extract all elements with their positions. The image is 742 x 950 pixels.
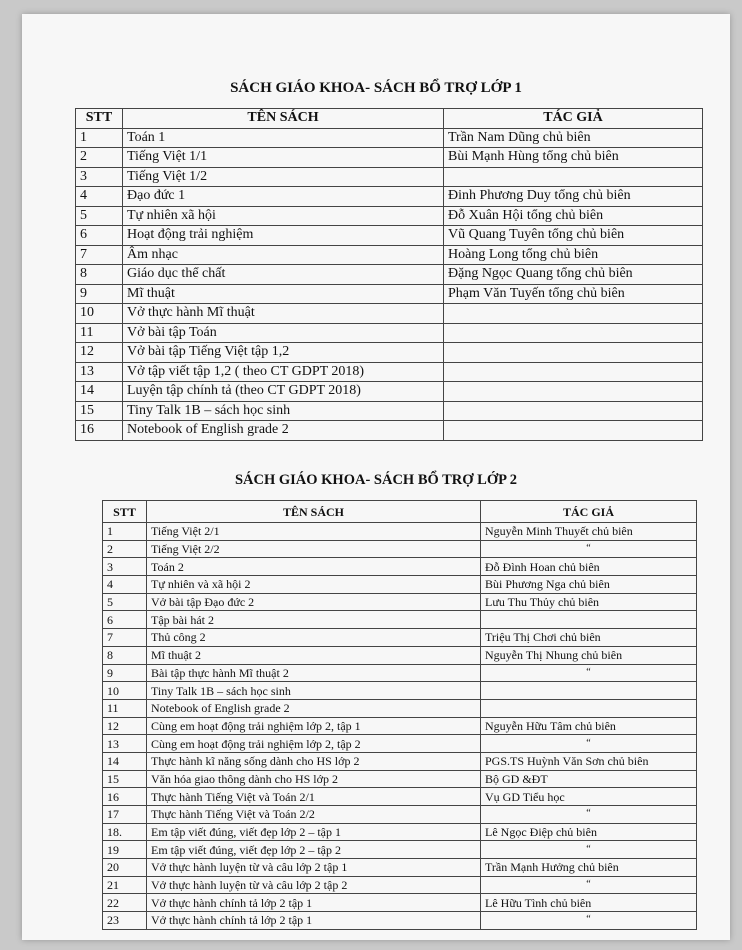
cell-book-name: Em tập viết đúng, viết đẹp lớp 2 – tập 2 [147, 841, 481, 859]
cell-book-name: Toán 1 [123, 128, 444, 148]
table-row [103, 770, 697, 788]
cell-stt: 9 [103, 664, 147, 682]
column-header-name: TÊN SÁCH [147, 501, 481, 523]
cell-book-name: Vở bài tập Tiếng Việt tập 1,2 [123, 343, 444, 363]
cell-stt: 1 [76, 128, 123, 148]
cell-stt: 12 [103, 717, 147, 735]
table-row [103, 611, 697, 629]
cell-stt: 14 [103, 752, 147, 770]
cell-stt: 12 [76, 343, 123, 363]
cell-book-name: Vở bài tập Đạo đức 2 [147, 593, 481, 611]
cell-book-name: Vở thực hành chính tả lớp 2 tập 1 [147, 894, 481, 912]
column-header-author: TÁC GIẢ [481, 501, 697, 523]
cell-book-name: Toán 2 [147, 558, 481, 576]
table-row [76, 382, 703, 402]
table-row [103, 540, 697, 558]
cell-author [444, 323, 703, 343]
table-row [76, 187, 703, 207]
table-row [103, 593, 697, 611]
cell-stt: 11 [76, 323, 123, 343]
table-row [103, 806, 697, 824]
cell-stt: 15 [103, 770, 147, 788]
cell-stt: 9 [76, 284, 123, 304]
cell-stt: 10 [76, 304, 123, 324]
cell-book-name: Hoạt động trải nghiệm [123, 226, 444, 246]
cell-stt: 11 [103, 699, 147, 717]
cell-stt: 3 [76, 167, 123, 187]
grade2-table-body [103, 523, 697, 930]
cell-book-name: Vở thực hành luyện từ và câu lớp 2 tập 1 [147, 859, 481, 877]
table-header-row [103, 501, 697, 523]
cell-stt: 1 [103, 523, 147, 541]
table-row [103, 752, 697, 770]
cell-book-name: Em tập viết đúng, viết đẹp lớp 2 – tập 1 [147, 823, 481, 841]
cell-book-name: Vở thực hành chính tả lớp 2 tập 1 [147, 912, 481, 930]
cell-author: Nguyễn Minh Thuyết chủ biên [481, 523, 697, 541]
table-header-row [76, 109, 703, 129]
cell-stt: 18. [103, 823, 147, 841]
cell-author: Lưu Thu Thủy chủ biên [481, 593, 697, 611]
table-row [76, 362, 703, 382]
cell-book-name: Âm nhạc [123, 245, 444, 265]
cell-stt: 17 [103, 806, 147, 824]
table-row [103, 523, 697, 541]
table-row [103, 682, 697, 700]
column-header-stt: STT [103, 501, 147, 523]
table-row [103, 841, 697, 859]
cell-book-name: Luyện tập chính tả (theo CT GDPT 2018) [123, 382, 444, 402]
table-row [103, 646, 697, 664]
cell-author: “ [481, 735, 697, 753]
table-row [76, 245, 703, 265]
table-row [76, 148, 703, 168]
cell-stt: 19 [103, 841, 147, 859]
cell-author [444, 304, 703, 324]
cell-book-name: Tập bài hát 2 [147, 611, 481, 629]
table-row [103, 859, 697, 877]
cell-stt: 7 [76, 245, 123, 265]
cell-stt: 22 [103, 894, 147, 912]
cell-author: “ [481, 806, 697, 824]
cell-author [481, 699, 697, 717]
table-row [76, 323, 703, 343]
cell-book-name: Notebook of English grade 2 [147, 699, 481, 717]
table-row [76, 421, 703, 441]
table-row [76, 167, 703, 187]
cell-book-name: Tiếng Việt 2/2 [147, 540, 481, 558]
table-row [103, 699, 697, 717]
cell-author [444, 362, 703, 382]
cell-book-name: Cùng em hoạt động trải nghiệm lớp 2, tập 2 [147, 735, 481, 753]
cell-book-name: Tiếng Việt 1/2 [123, 167, 444, 187]
cell-book-name: Thủ công 2 [147, 629, 481, 647]
cell-stt: 8 [103, 646, 147, 664]
table-row [76, 284, 703, 304]
table-row [103, 717, 697, 735]
section1-title: SÁCH GIÁO KHOA- SÁCH BỔ TRỢ LỚP 1 [230, 80, 522, 96]
cell-author: Bộ GD &ĐT [481, 770, 697, 788]
cell-author: Đặng Ngọc Quang tổng chủ biên [444, 265, 703, 285]
cell-book-name: Vở tập viết tập 1,2 ( theo CT GDPT 2018) [123, 362, 444, 382]
cell-stt: 16 [103, 788, 147, 806]
cell-stt: 5 [76, 206, 123, 226]
cell-stt: 13 [76, 362, 123, 382]
cell-book-name: Thực hành Tiếng Việt và Toán 2/2 [147, 806, 481, 824]
cell-author: “ [481, 912, 697, 930]
cell-author: Lê Hữu Tình chủ biên [481, 894, 697, 912]
cell-book-name: Tiếng Việt 1/1 [123, 148, 444, 168]
cell-author [444, 382, 703, 402]
cell-book-name: Văn hóa giao thông dành cho HS lớp 2 [147, 770, 481, 788]
cell-author: Hoàng Long tổng chủ biên [444, 245, 703, 265]
cell-book-name: Notebook of English grade 2 [123, 421, 444, 441]
cell-book-name: Cùng em hoạt động trải nghiệm lớp 2, tập 1 [147, 717, 481, 735]
table-row [103, 664, 697, 682]
cell-author: Trần Nam Dũng chủ biên [444, 128, 703, 148]
cell-author: “ [481, 540, 697, 558]
cell-book-name: Thực hành kĩ năng sống dành cho HS lớp 2 [147, 752, 481, 770]
table-row [103, 629, 697, 647]
table-row [103, 788, 697, 806]
cell-stt: 23 [103, 912, 147, 930]
cell-book-name: Tự nhiên xã hội [123, 206, 444, 226]
cell-stt: 21 [103, 876, 147, 894]
cell-author: Bùi Mạnh Hùng tổng chủ biên [444, 148, 703, 168]
cell-stt: 10 [103, 682, 147, 700]
table-row [103, 912, 697, 930]
cell-author: Vũ Quang Tuyên tổng chủ biên [444, 226, 703, 246]
cell-author [481, 682, 697, 700]
table-row [103, 894, 697, 912]
cell-author [444, 343, 703, 363]
table-row [103, 876, 697, 894]
table-row [103, 576, 697, 594]
cell-author: Đỗ Đình Hoan chủ biên [481, 558, 697, 576]
table-row [76, 304, 703, 324]
cell-stt: 4 [76, 187, 123, 207]
column-header-stt: STT [76, 109, 123, 129]
cell-author [444, 167, 703, 187]
table-row [76, 401, 703, 421]
grade1-table-body [76, 128, 703, 440]
table-row [76, 206, 703, 226]
cell-author: Triệu Thị Chơi chủ biên [481, 629, 697, 647]
cell-stt: 20 [103, 859, 147, 877]
cell-author: Đinh Phương Duy tổng chủ biên [444, 187, 703, 207]
section2-title: SÁCH GIÁO KHOA- SÁCH BỔ TRỢ LỚP 2 [234, 472, 518, 488]
column-header-name: TÊN SÁCH [123, 109, 444, 129]
grade2-book-table [102, 500, 697, 930]
cell-stt: 2 [76, 148, 123, 168]
document-page [22, 14, 730, 940]
table-row [103, 823, 697, 841]
cell-book-name: Tiny Talk 1B – sách học sinh [147, 682, 481, 700]
cell-stt: 2 [103, 540, 147, 558]
cell-author: Lê Ngọc Điệp chủ biên [481, 823, 697, 841]
cell-author: Trần Mạnh Hưởng chủ biên [481, 859, 697, 877]
cell-book-name: Mĩ thuật 2 [147, 646, 481, 664]
cell-stt: 6 [76, 226, 123, 246]
table-row [103, 735, 697, 753]
cell-stt: 4 [103, 576, 147, 594]
cell-book-name: Vở thực hành Mĩ thuật [123, 304, 444, 324]
cell-author: Nguyễn Thị Nhung chủ biên [481, 646, 697, 664]
cell-author [481, 611, 697, 629]
cell-book-name: Tiny Talk 1B – sách học sinh [123, 401, 444, 421]
cell-book-name: Mĩ thuật [123, 284, 444, 304]
cell-stt: 5 [103, 593, 147, 611]
cell-stt: 6 [103, 611, 147, 629]
cell-stt: 16 [76, 421, 123, 441]
cell-stt: 14 [76, 382, 123, 402]
cell-stt: 15 [76, 401, 123, 421]
cell-book-name: Vở thực hành luyện từ và câu lớp 2 tập 2 [147, 876, 481, 894]
cell-stt: 7 [103, 629, 147, 647]
table-row [76, 265, 703, 285]
table-row [76, 343, 703, 363]
cell-stt: 3 [103, 558, 147, 576]
cell-book-name: Vở bài tập Toán [123, 323, 444, 343]
cell-book-name: Thực hành Tiếng Việt và Toán 2/1 [147, 788, 481, 806]
cell-author: Nguyễn Hữu Tâm chủ biên [481, 717, 697, 735]
cell-author: “ [481, 876, 697, 894]
grade1-book-table [75, 108, 703, 441]
cell-book-name: Tự nhiên và xã hội 2 [147, 576, 481, 594]
cell-stt: 8 [76, 265, 123, 285]
table-row [76, 226, 703, 246]
cell-author: Vụ GD Tiểu học [481, 788, 697, 806]
table-row [103, 558, 697, 576]
cell-author: Phạm Văn Tuyến tổng chủ biên [444, 284, 703, 304]
cell-author [444, 421, 703, 441]
cell-author: “ [481, 841, 697, 859]
cell-book-name: Đạo đức 1 [123, 187, 444, 207]
cell-author: PGS.TS Huỳnh Văn Sơn chủ biên [481, 752, 697, 770]
table-row [76, 128, 703, 148]
column-header-author: TÁC GIẢ [444, 109, 703, 129]
cell-book-name: Giáo dục thể chất [123, 265, 444, 285]
cell-book-name: Tiếng Việt 2/1 [147, 523, 481, 541]
cell-book-name: Bài tập thực hành Mĩ thuật 2 [147, 664, 481, 682]
cell-author: Bùi Phương Nga chủ biên [481, 576, 697, 594]
cell-stt: 13 [103, 735, 147, 753]
cell-author: “ [481, 664, 697, 682]
cell-author: Đỗ Xuân Hội tổng chủ biên [444, 206, 703, 226]
cell-author [444, 401, 703, 421]
